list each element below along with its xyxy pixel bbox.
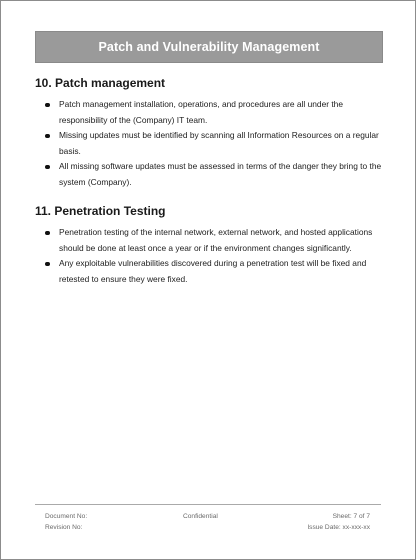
footer-document-no: Document No:: [45, 513, 88, 520]
document-title: Patch and Vulnerability Management: [98, 40, 320, 54]
bullet-text-line: Any exploitable vulnerabilities discovered during a penetration test will be fixed and: [59, 258, 367, 268]
list-item: [35, 256, 385, 287]
bullet-icon: [45, 231, 50, 236]
bullet-icon: [45, 134, 50, 139]
section-patch-management: [35, 76, 385, 190]
bullet-list: [35, 225, 385, 287]
bullet-text-line: basis.: [59, 145, 81, 156]
footer-divider: [35, 504, 381, 505]
bullet-text-line: system (Company).: [59, 176, 132, 187]
bullet-text-line: retested to ensure they were fixed.: [59, 273, 188, 284]
footer-issue-date: Issue Date: xx-xxx-xx: [307, 524, 370, 531]
bullet-text-line: Patch management installation, operations, and procedures are all under the: [59, 99, 343, 109]
list-item: [35, 159, 385, 190]
section-penetration-testing: [35, 204, 385, 287]
bullet-text-line: should be done at least once a year or if the environment changes significantly.: [59, 242, 352, 253]
bullet-icon: [45, 262, 50, 267]
section-heading: 10. Patch management: [35, 76, 166, 90]
bullet-text-line: Missing updates must be identified by scanning all Information Resources on a regular: [59, 130, 379, 140]
bullet-text-line: All missing software updates must be assessed in terms of the danger they bring to the: [59, 161, 382, 171]
bullet-list: [35, 97, 385, 190]
list-item: [35, 97, 385, 128]
bullet-icon: [45, 103, 50, 108]
list-item: [35, 225, 385, 256]
footer-revision-no: Revision No:: [45, 524, 83, 531]
footer-sheet: Sheet: 7 of 7: [332, 513, 370, 520]
footer-classification: Confidential: [183, 513, 218, 520]
list-item: [35, 128, 385, 159]
section-heading: 11. Penetration Testing: [35, 204, 166, 218]
bullet-icon: [45, 165, 50, 170]
bullet-text-line: responsibility of the (Company) IT team.: [59, 114, 208, 125]
bullet-text-line: Penetration testing of the internal network, external network, and hosted applications: [59, 227, 373, 237]
title-banner: [35, 31, 383, 63]
